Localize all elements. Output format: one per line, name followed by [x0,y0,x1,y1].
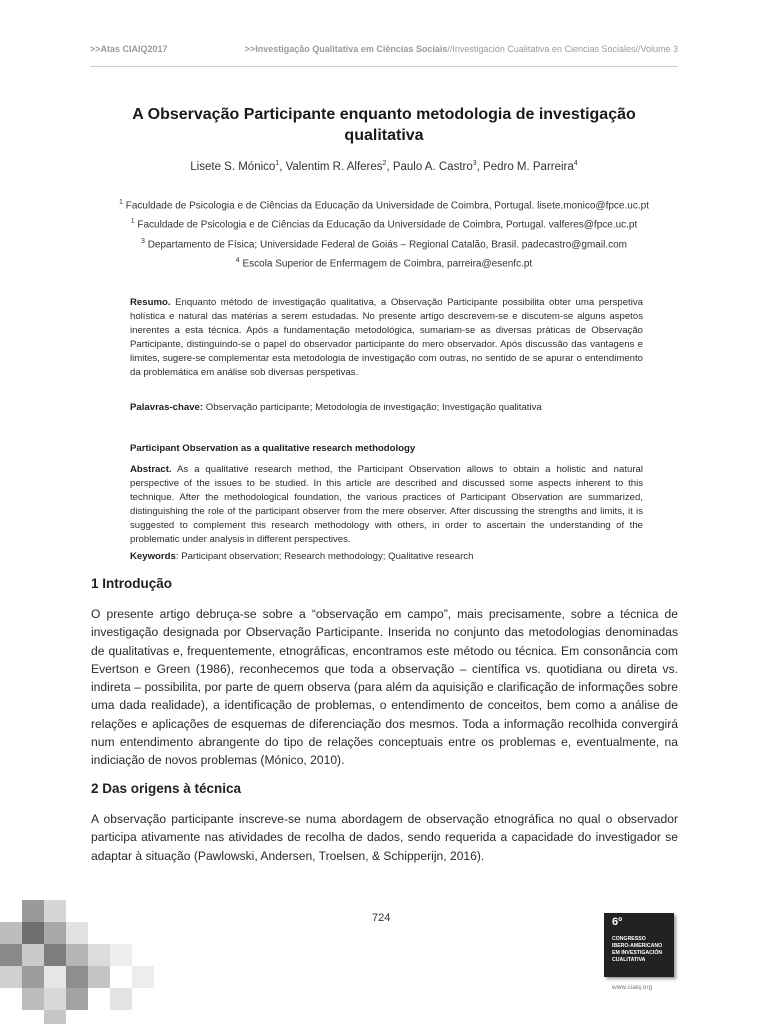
keywords [130,550,643,564]
author-list [110,160,658,173]
abstract-label: Abstract. [130,464,172,475]
page-number: 724 [372,912,391,924]
english-title: Participant Observation as a qualitative research methodology [130,443,416,454]
author-sup: 4 [573,160,578,167]
paper-title: A Observação Participante enquanto metodologia de investigação qualitativa [132,106,636,144]
logo-number: 6º [612,916,623,928]
header-right-bold: >>Investigação Qualitativa em Ciências Sociais [244,44,448,54]
resumo-text: Enquanto método de investigação qualitativa, a Observação Participante possibilita obter uma perspetiva holística e natural das matérias a serem estudadas. No presente artigo descrevem-se e discutem-se alguns aspetos inerentes a esta técnica. Após a fundamentação metodológica, sumariam-se as diversas práticas de Observação Participante, distinguindo-se o papel do observador participante do mero observador. Após discussão das vantagens e limites, sugere-se complementar esta metodologia de investigação com outras, no sentido de se apurar o entendimento da problemática em análise sob diversas perspetivas. [130,297,643,378]
congress-url: www.ciaiq.org [612,984,653,991]
section-1-body: O presente artigo debruça-se sobre a “observação em campo”, mais precisamente, sobre a técnica de investigação designada por Observação Participante. Inserida no conjunto das metodologias denominadas de qualitativas e, frequentemente, etnográficas, encontramos este método ou técnica. Em consonância com Evertson e Green (1986), reconhecemos que toda a observação – científica vs. quotidiana ou direta vs. indireta – possibilita, por parte de quem observa (para além da aquisição e clarificação de informações sobre uma dada realidade), a identificação de problemas, o entendimento de conceitos, bem como a análise de relações e aplicações de esquemas de diferenciação dos mesmos. Toda a informação recolhida convergirá num entendimento abrangente do tipo de relações conceptuais entre os problemas e, eventualmente, na indiciação de novos problemas (Mónico, 2010). [91,607,678,768]
affiliation-line [100,195,668,214]
author-sup: 3 [472,160,477,167]
header-left: >>Atas CIAIQ2017 [90,44,168,54]
author-name: Lisete S. Mónico [190,160,276,173]
author-sep: , [386,160,393,173]
author-name: Paulo A. Castro [392,160,473,173]
resumo-label: Resumo. [130,297,171,308]
affiliations [100,195,668,272]
palavras-chave [130,401,643,415]
author-name: Valentim R. Alferes [285,160,383,173]
logo-lines [612,936,672,964]
header-right-rest: //Investigación Cualitativa en Ciencias Sociales//Volume 3 [447,44,678,54]
congress-logo [604,913,674,977]
author-sup: 1 [275,160,280,167]
abstract-paragraph [130,463,643,547]
section-2-heading: 2 Das origens à técnica [91,781,242,796]
logo-line: EM INVESTIGACIÓN [612,950,663,956]
logo-line: CUALITATIVA [612,957,646,963]
abstract-text: As a qualitative research method, the Participant Observation allows to obtain a holistic and natural perspective of the issues to be studied. In this article are described and discussed some aspects inherent to this technique. After the methodological foundation, the various practices of Participant Observation are summarized, distinguishing the role of the participant observer from the mere observer. After discussing the strengths and limits, it is suggested to complement this research methodology with others, in order to ascertain the understanding of the problematic under analysis in different perspectives. [130,464,643,545]
decorative-mosaic [0,895,200,1024]
author-name: Pedro M. Parreira [483,160,574,173]
author-sep: , [279,160,286,173]
affiliation-text: Faculdade de Psicologia e de Ciências da Educação da Universidade de Coimbra, Portugal. valferes@fpce.uc.pt [137,219,638,231]
affiliation-sup: 1 [119,199,123,206]
affiliation-text: Departamento de Física; Universidade Federal de Goiás – Regional Catalão, Brasil. padecastro@gmail.com [147,238,627,250]
logo-line: CONGRESSO [612,936,646,942]
affiliation-line [100,214,668,233]
keywords-text: : Participant observation; Research methodology; Qualitative research [175,551,474,562]
affiliation-sup: 1 [130,218,135,226]
affiliation-line [100,234,668,253]
palavras-text: Observação participante; Metodologia de investigação; Investigação qualitativa [205,402,542,413]
keywords-label: Keywords [130,551,176,562]
author-sep: , [476,160,484,173]
section-2-body: A observação participante inscreve-se numa abordagem de observação etnográfica no qual o observador participa ativamente nas atividades de recolha de dados, sendo requerida a capacidade do investigador se adaptar à situação (Pawlowski, Andersen, Troelsen, & Schipperijn, 2016). [91,812,678,863]
affiliation-sup: 3 [141,237,145,245]
affiliation-text: Escola Superior de Enfermagem de Coimbra, parreira@esenfc.pt [242,258,533,270]
header-right [245,44,678,54]
running-header [90,44,678,67]
affiliation-line [100,253,668,272]
palavras-label: Palavras-chave: [130,402,204,413]
logo-line: IBERO-AMERICANO [612,943,663,949]
author-sup: 2 [382,160,387,167]
resumo-paragraph [130,296,643,380]
affiliation-sup: 4 [235,256,240,264]
section-1-heading: 1 Introdução [91,576,173,591]
affiliation-text: Faculdade de Psicologia e de Ciências da Educação da Universidade de Coimbra, Portugal. lisete.monico@fpce.uc.pt [125,200,649,212]
